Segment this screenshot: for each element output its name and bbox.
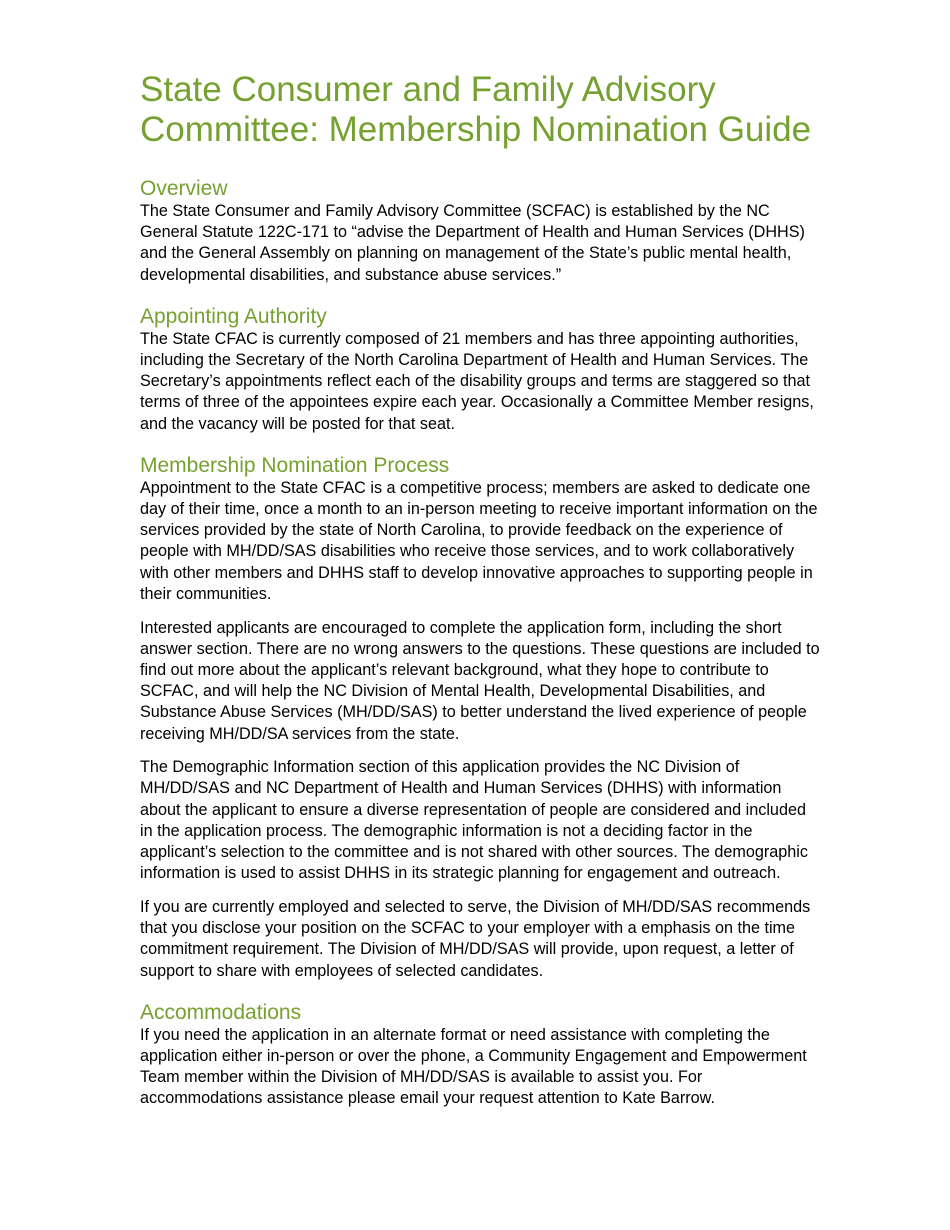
section-heading-membership-nomination-process: Membership Nomination Process	[140, 453, 450, 477]
section-heading-overview: Overview	[140, 177, 228, 200]
document-page	[140, 70, 820, 1110]
section-overview	[140, 176, 820, 286]
nomination-process-paragraph-2: Interested applicants are encouraged to complete the application form, including the short answer section. There are no wrong answers to the questions. These questions are included to find out more about the applicant’s relevant background, what they hope to contribute to SCFAC, and will help the NC Division of Mental Health, Developmental Disabilities, and Substance Abuse Services (MH/DD/SAS) to better understand the lived experience of people receiving MH/DD/SA services from the state.	[140, 618, 820, 743]
nomination-process-paragraph-1: Appointment to the State CFAC is a competitive process; members are asked to dedicate one day of their time, once a month to an in-person meeting to receive important information on the services provided by the state of North Carolina, to provide feedback on the experience of people with MH/DD/SAS disabilities who receive those services, and to work collaboratively with other members and DHHS staff to develop innovative approaches to supporting people in their communities.	[140, 478, 818, 603]
overview-paragraph: The State Consumer and Family Advisory Committee (SCFAC) is established by the NC General Statute 122C-171 to “advise the Department of Health and Human Services (DHHS) and the General Assembly on planning on management of the State’s public mental health, developmental disabilities, and substance abuse services.”	[140, 202, 805, 284]
section-heading-appointing-authority: Appointing Authority	[140, 304, 327, 328]
nomination-process-paragraph-3: The Demographic Information section of this application provides the NC Division of MH/DD/SAS and NC Department of Health and Human Services (DHHS) with information about the applicant to ensure a diverse representation of people are considered and included in the application process. The demographic information is not a deciding factor in the applicant’s selection to the committee and is not shared with other sources. The demographic information is used to assist DHHS in its strategic planning for engagement and outreach.	[140, 758, 808, 883]
section-membership-nomination-process	[140, 453, 820, 982]
appointing-authority-paragraph: The State CFAC is currently composed of 21 members and has three appointing authorities, including the Secretary of the North Carolina Department of Health and Human Services. The Secretary’s appointments reflect each of the disability groups and terms are staggered so that terms of three of the appointees expire each year. Occasionally a Committee Member resigns, and the vacancy will be posted for that seat.	[140, 329, 814, 433]
nomination-process-paragraph-4: If you are currently employed and selected to serve, the Division of MH/DD/SAS recommends that you disclose your position on the SCFAC to your employer with a emphasis on the time commitment requirement. The Division of MH/DD/SAS will provide, upon request, a letter of support to share with employees of selected candidates.	[140, 897, 811, 980]
accommodations-paragraph: If you need the application in an alternate format or need assistance with completing the application either in-person or over the phone, a Community Engagement and Empowerment Team member within the Division of MH/DD/SAS is available to assist you. For accommodations assistance please email your request attention to Kate Barrow.	[140, 1025, 807, 1108]
section-accommodations	[140, 1000, 820, 1110]
document-title: State Consumer and Family Advisory Committee: Membership Nomination Guide	[140, 70, 812, 149]
section-appointing-authority	[140, 304, 820, 435]
section-heading-accommodations: Accommodations	[140, 1000, 302, 1024]
